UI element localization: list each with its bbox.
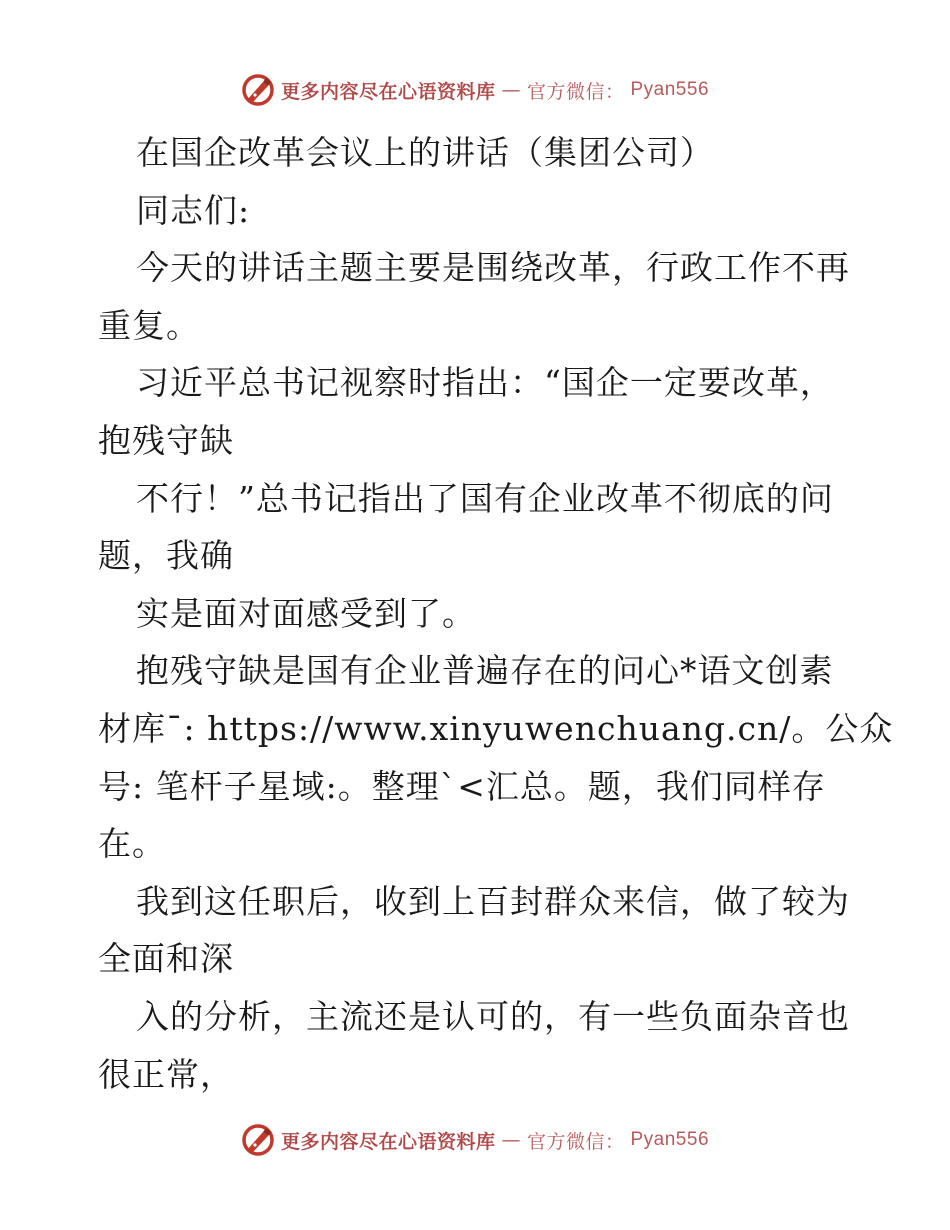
banner-wechat-id: Pyan556: [630, 1129, 710, 1150]
document-body: [98, 124, 894, 1103]
text-line: 题，我确: [98, 536, 234, 576]
banner-dash: —: [501, 79, 521, 101]
text-line: 全面和深: [98, 939, 234, 979]
header-banner: [0, 70, 950, 110]
text-line: 今天的讲话主题主要是围绕改革，行政工作不再: [136, 248, 850, 288]
document-title: 在国企改革会议上的讲话（集团公司）: [136, 133, 714, 172]
text-line: 抱残守缺是国有企业普遍存在的问心*语文创素: [136, 651, 834, 691]
banner-sub-text: 官方微信：: [526, 1130, 625, 1153]
text-line: 抱残守缺: [98, 420, 234, 460]
text-line: 不行！”总书记指出了国有企业改革不彻底的问: [136, 478, 834, 518]
pen-nib-logo-icon: [241, 73, 275, 107]
footer-banner: [0, 1120, 950, 1160]
text-line: 重复。: [98, 305, 200, 345]
text-line: 习近平总书记视察时指出：“国企一定要改革，: [136, 363, 834, 403]
text-line: 入的分析，主流还是认可的，有一些负面杂音也: [136, 996, 850, 1036]
banner-main-text: 更多内容尽在心语资料库: [280, 80, 496, 103]
text-line: 材库¯: https://www.xinyuwenchuang.cn/。公众: [98, 708, 894, 748]
text-line: 实是面对面感受到了。: [136, 593, 476, 633]
text-line: 同志们:: [136, 190, 251, 230]
text-line: 我到这任职后，收到上百封群众来信，做了较为: [136, 881, 850, 921]
banner-dash: —: [501, 1129, 521, 1151]
banner-sub-text: 官方微信：: [526, 80, 625, 103]
text-line: 在。: [98, 824, 166, 864]
banner-wechat-id: Pyan556: [630, 79, 710, 100]
pen-nib-logo-icon: [241, 1123, 275, 1157]
text-line: 很正常，: [98, 1054, 234, 1094]
text-line: 号: 笔杆子星域:。整理`<汇总。题，我们同样存: [98, 766, 826, 806]
banner-main-text: 更多内容尽在心语资料库: [280, 1130, 496, 1153]
